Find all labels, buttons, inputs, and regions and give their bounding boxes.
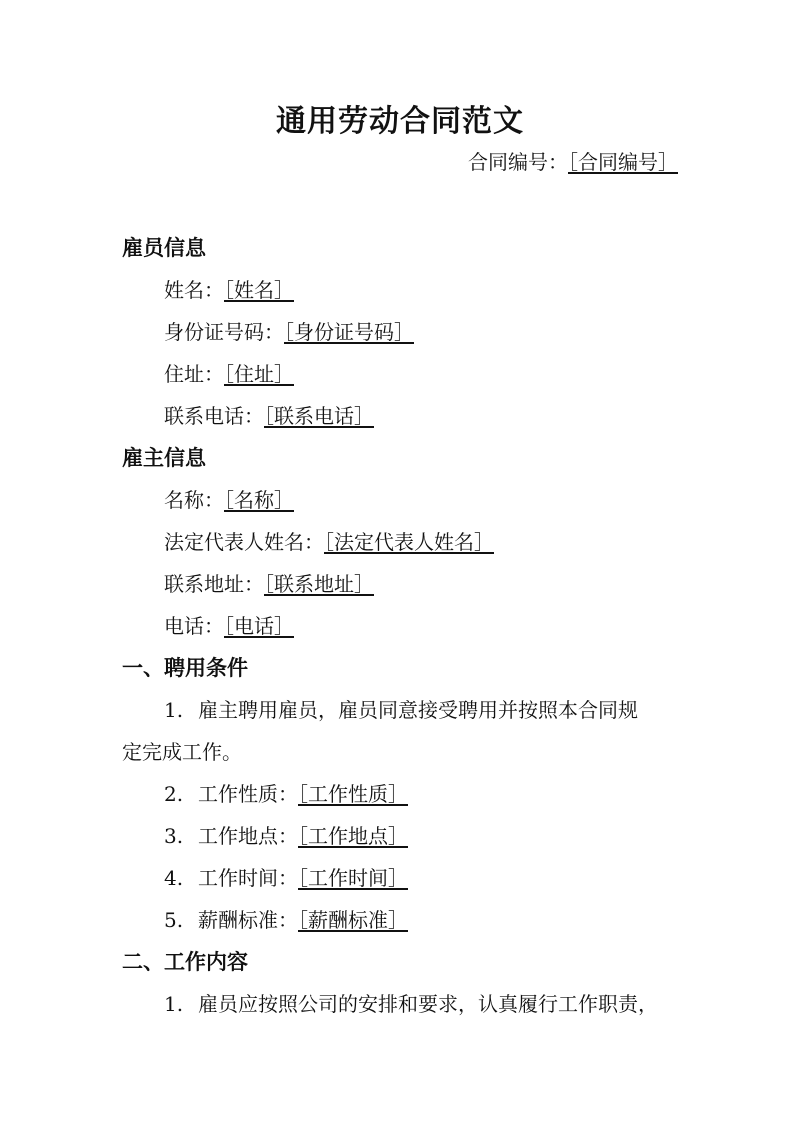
- employer-address-line: [164, 568, 374, 597]
- field-value: ［姓名］: [224, 278, 294, 302]
- clause-2-1-line-1: [164, 988, 658, 1017]
- field-label: 工作时间：: [198, 866, 298, 890]
- field-value: ［住址］: [224, 362, 294, 386]
- employer-rep-line: [164, 526, 494, 555]
- field-value: ［法定代表人姓名］: [324, 530, 494, 554]
- employer-phone-line: [164, 610, 294, 639]
- clause-number: 1.: [164, 698, 184, 722]
- clause-text: 雇员应按照公司的安排和要求，认真履行工作职责，: [198, 992, 658, 1016]
- field-label: 联系地址：: [164, 572, 264, 596]
- field-label: 薪酬标准：: [198, 908, 298, 932]
- clause-1-5: [164, 904, 408, 933]
- field-label: 电话：: [164, 614, 224, 638]
- field-value: ［工作地点］: [298, 824, 408, 848]
- employee-phone-line: [164, 400, 374, 429]
- field-value: ［工作时间］: [298, 866, 408, 890]
- employee-address-line: [164, 358, 294, 387]
- clause-1-4: [164, 862, 408, 891]
- clause-1-2: [164, 778, 408, 807]
- field-label: 名称：: [164, 488, 224, 512]
- clause-text: 雇主聘用雇员，雇员同意接受聘用并按照本合同规: [198, 698, 638, 722]
- contract-number-field: ［合同编号］: [568, 150, 678, 174]
- clause-1-1-line-2: 定完成工作。: [122, 740, 242, 764]
- field-value: ［身份证号码］: [284, 320, 414, 344]
- field-label: 联系电话：: [164, 404, 264, 428]
- clause-number: 5.: [164, 908, 184, 932]
- section-2-heading: 二、工作内容: [122, 950, 248, 974]
- employee-id-line: [164, 316, 414, 345]
- clause-1-1-line-1: [164, 694, 638, 723]
- field-label: 法定代表人姓名：: [164, 530, 324, 554]
- field-value: ［薪酬标准］: [298, 908, 408, 932]
- clause-number: 2.: [164, 782, 184, 806]
- field-value: ［联系地址］: [264, 572, 374, 596]
- document-title: 通用劳动合同范文: [276, 104, 524, 139]
- contract-number: [468, 146, 678, 175]
- field-label: 姓名：: [164, 278, 224, 302]
- employer-name-line: [164, 484, 294, 513]
- clause-number: 1.: [164, 992, 184, 1016]
- field-label: 工作性质：: [198, 782, 298, 806]
- contract-number-label: 合同编号：: [468, 150, 568, 174]
- field-value: ［电话］: [224, 614, 294, 638]
- field-label: 身份证号码：: [164, 320, 284, 344]
- field-value: ［联系电话］: [264, 404, 374, 428]
- employer-heading: 雇主信息: [122, 446, 206, 470]
- field-value: ［工作性质］: [298, 782, 408, 806]
- clause-1-3: [164, 820, 408, 849]
- section-1-heading: 一、聘用条件: [122, 656, 248, 680]
- clause-number: 3.: [164, 824, 184, 848]
- field-label: 工作地点：: [198, 824, 298, 848]
- field-value: ［名称］: [224, 488, 294, 512]
- field-label: 住址：: [164, 362, 224, 386]
- employee-name-line: [164, 274, 294, 303]
- clause-number: 4.: [164, 866, 184, 890]
- employee-heading: 雇员信息: [122, 236, 206, 260]
